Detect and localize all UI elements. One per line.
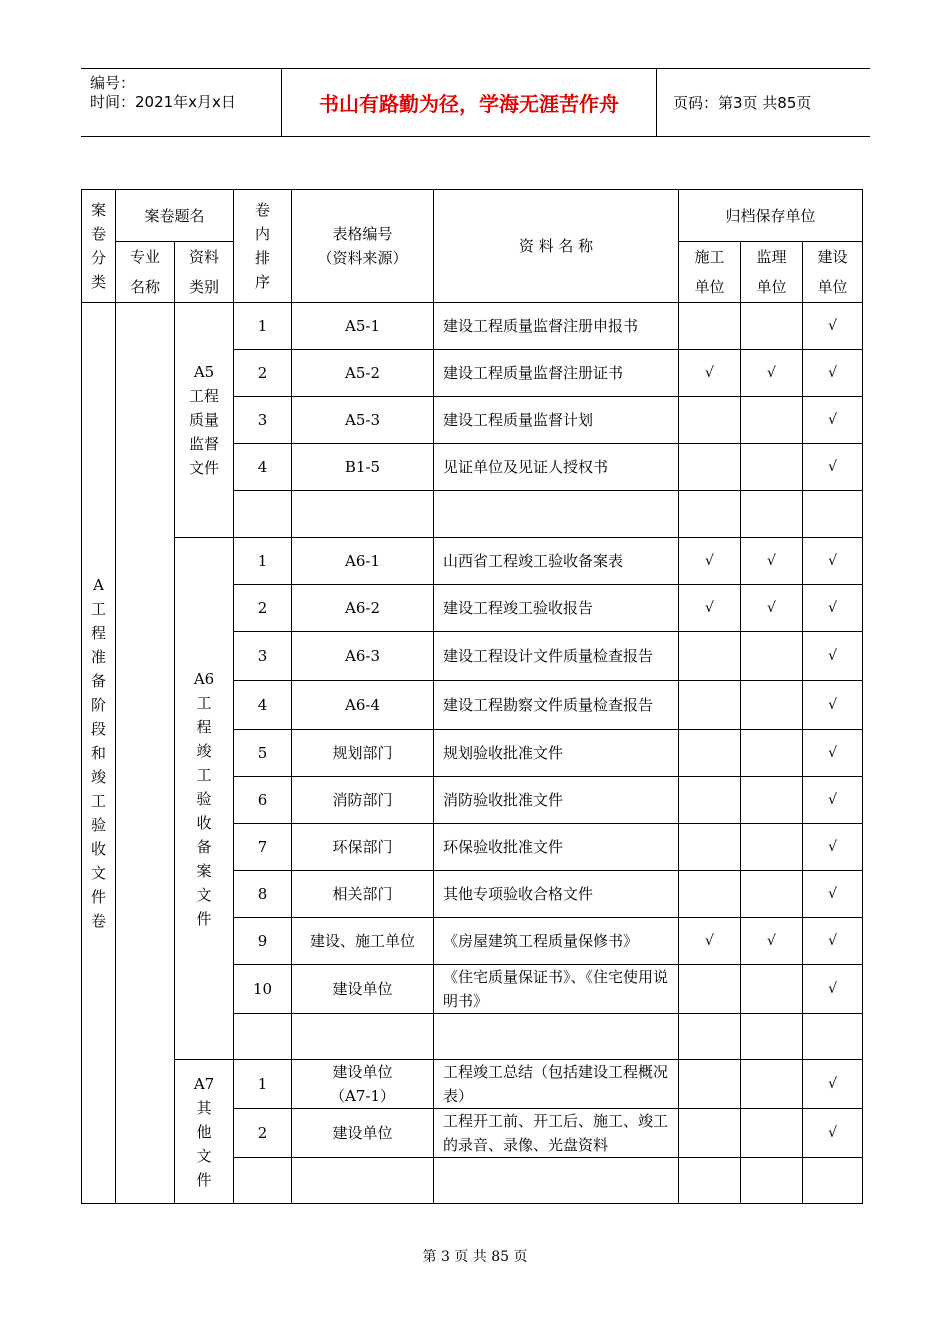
header-supervision: 监理 单位 <box>741 242 803 303</box>
owner-check-cell: √ <box>803 730 863 777</box>
owner-check-cell: √ <box>803 303 863 350</box>
owner-check-cell: √ <box>803 585 863 632</box>
construction-check-cell <box>679 632 741 681</box>
supervision-check-cell <box>741 1014 803 1060</box>
form-no-cell: A6-4 <box>292 681 434 730</box>
construction-check-cell: √ <box>679 538 741 585</box>
form-no-cell: 环保部门 <box>292 824 434 871</box>
doc-name-cell: 建设工程质量监督计划 <box>434 397 679 444</box>
specialty-cell <box>116 303 175 1204</box>
doc-name-cell <box>434 1014 679 1060</box>
owner-check-cell: √ <box>803 824 863 871</box>
order-cell: 2 <box>234 585 292 632</box>
table-row <box>82 538 863 585</box>
header-doc-name: 资 料 名 称 <box>434 190 679 303</box>
construction-check-cell: √ <box>679 585 741 632</box>
supervision-check-cell <box>741 632 803 681</box>
supervision-check-cell <box>741 777 803 824</box>
order-cell: 9 <box>234 918 292 965</box>
form-no-cell: 建设单位 <box>292 1109 434 1158</box>
construction-check-cell <box>679 681 741 730</box>
construction-check-cell <box>679 824 741 871</box>
owner-check-cell: √ <box>803 918 863 965</box>
doc-name-cell: 工程竣工总结（包括建设工程概况表） <box>434 1060 679 1109</box>
form-no-cell: 建设单位 （A7-1） <box>292 1060 434 1109</box>
owner-check-cell: √ <box>803 1109 863 1158</box>
order-cell: 8 <box>234 871 292 918</box>
owner-check-cell: √ <box>803 444 863 491</box>
doc-name-cell: 其他专项验收合格文件 <box>434 871 679 918</box>
form-no-cell: A5-3 <box>292 397 434 444</box>
order-cell: 6 <box>234 777 292 824</box>
supervision-check-cell: √ <box>741 585 803 632</box>
order-cell: 4 <box>234 681 292 730</box>
construction-check-cell <box>679 303 741 350</box>
owner-check-cell: √ <box>803 350 863 397</box>
doc-name-cell: 山西省工程竣工验收备案表 <box>434 538 679 585</box>
form-no-cell: 消防部门 <box>292 777 434 824</box>
owner-check-cell: √ <box>803 871 863 918</box>
construction-check-cell <box>679 965 741 1014</box>
construction-check-cell: √ <box>679 918 741 965</box>
supervision-check-cell <box>741 681 803 730</box>
doc-name-cell <box>434 1158 679 1204</box>
category-cell: A 工 程 准 备 阶 段 和 竣 工 验 收 文 件 卷 <box>82 303 116 1204</box>
doc-name-cell: 建设工程质量监督注册证书 <box>434 350 679 397</box>
header-owner: 建设 单位 <box>803 242 863 303</box>
supervision-check-cell <box>741 965 803 1014</box>
doc-name-cell: 见证单位及见证人授权书 <box>434 444 679 491</box>
construction-check-cell <box>679 1158 741 1204</box>
form-no-cell: 规划部门 <box>292 730 434 777</box>
doc-name-cell: 建设工程勘察文件质量检查报告 <box>434 681 679 730</box>
supervision-check-cell <box>741 1060 803 1109</box>
supervision-check-cell <box>741 730 803 777</box>
doc-name-cell: 环保验收批准文件 <box>434 824 679 871</box>
number-label: 编号： <box>90 74 136 92</box>
order-cell: 1 <box>234 303 292 350</box>
page-header <box>81 68 870 137</box>
doc-name-cell: 《住宅质量保证书》、《住宅使用说明书》 <box>434 965 679 1014</box>
supervision-check-cell <box>741 397 803 444</box>
construction-check-cell <box>679 777 741 824</box>
doc-type-cell: A5 工程 质量 监督 文件 <box>175 303 234 538</box>
doc-name-cell: 建设工程竣工验收报告 <box>434 585 679 632</box>
order-cell: 1 <box>234 1060 292 1109</box>
order-cell <box>234 1014 292 1060</box>
doc-name-cell: 《房屋建筑工程质量保修书》 <box>434 918 679 965</box>
order-cell: 5 <box>234 730 292 777</box>
header-page-label <box>664 69 870 136</box>
header-title-group: 案卷题名 <box>116 190 234 242</box>
page-label: 页码：第3页 共85页 <box>673 94 812 112</box>
doc-name-cell: 规划验收批准文件 <box>434 730 679 777</box>
doc-name-cell <box>434 491 679 538</box>
form-no-cell: A6-1 <box>292 538 434 585</box>
order-cell: 3 <box>234 397 292 444</box>
construction-check-cell <box>679 444 741 491</box>
supervision-check-cell: √ <box>741 918 803 965</box>
construction-check-cell: √ <box>679 350 741 397</box>
supervision-check-cell <box>741 491 803 538</box>
table-row <box>82 1060 863 1109</box>
owner-check-cell: √ <box>803 965 863 1014</box>
order-cell <box>234 491 292 538</box>
form-no-cell: A5-1 <box>292 303 434 350</box>
construction-check-cell <box>679 730 741 777</box>
supervision-check-cell <box>741 871 803 918</box>
archive-table <box>81 189 863 1204</box>
construction-check-cell <box>679 1109 741 1158</box>
owner-check-cell: √ <box>803 1060 863 1109</box>
order-cell: 1 <box>234 538 292 585</box>
header-category: 案 卷 分 类 <box>82 190 116 303</box>
order-cell: 10 <box>234 965 292 1014</box>
supervision-check-cell <box>741 824 803 871</box>
construction-check-cell <box>679 1014 741 1060</box>
table-row <box>82 303 863 350</box>
form-no-cell <box>292 1158 434 1204</box>
construction-check-cell <box>679 871 741 918</box>
owner-check-cell: √ <box>803 777 863 824</box>
form-no-cell: 建设单位 <box>292 965 434 1014</box>
owner-check-cell: √ <box>803 538 863 585</box>
order-cell: 3 <box>234 632 292 681</box>
header-motto: 书山有路勤为径，学海无涯苦作舟 <box>281 69 657 136</box>
order-cell <box>234 1158 292 1204</box>
form-no-cell: B1-5 <box>292 444 434 491</box>
order-cell: 7 <box>234 824 292 871</box>
page-footer: 第 3 页 共 85 页 <box>422 1249 528 1265</box>
doc-type-cell: A6 工 程 竣 工 验 收 备 案 文 件 <box>175 538 234 1060</box>
order-cell: 4 <box>234 444 292 491</box>
supervision-check-cell: √ <box>741 350 803 397</box>
owner-check-cell: √ <box>803 632 863 681</box>
doc-name-cell: 消防验收批准文件 <box>434 777 679 824</box>
order-cell: 2 <box>234 350 292 397</box>
header-order: 卷 内 排 序 <box>234 190 292 303</box>
doc-name-cell: 建设工程设计文件质量检查报告 <box>434 632 679 681</box>
doc-name-cell: 建设工程质量监督注册申报书 <box>434 303 679 350</box>
owner-check-cell: √ <box>803 681 863 730</box>
form-no-cell: A6-3 <box>292 632 434 681</box>
header-doc-type: 资料 类别 <box>175 242 234 303</box>
doc-name-cell: 工程开工前、开工后、施工、竣工的录音、录像、光盘资料 <box>434 1109 679 1158</box>
supervision-check-cell <box>741 1158 803 1204</box>
form-no-cell: 建设、施工单位 <box>292 918 434 965</box>
header-form-no: 表格编号 （资料来源） <box>292 190 434 303</box>
header-specialty: 专业 名称 <box>116 242 175 303</box>
owner-check-cell <box>803 491 863 538</box>
header-construction: 施工 单位 <box>679 242 741 303</box>
header-meta <box>81 69 281 136</box>
form-no-cell: 相关部门 <box>292 871 434 918</box>
owner-check-cell <box>803 1014 863 1060</box>
supervision-check-cell: √ <box>741 538 803 585</box>
form-no-cell: A6-2 <box>292 585 434 632</box>
supervision-check-cell <box>741 303 803 350</box>
construction-check-cell <box>679 1060 741 1109</box>
owner-check-cell <box>803 1158 863 1204</box>
construction-check-cell <box>679 397 741 444</box>
form-no-cell <box>292 491 434 538</box>
supervision-check-cell <box>741 1109 803 1158</box>
construction-check-cell <box>679 491 741 538</box>
time-label: 时间：2021年x月x日 <box>90 93 236 111</box>
order-cell: 2 <box>234 1109 292 1158</box>
form-no-cell: A5-2 <box>292 350 434 397</box>
doc-type-cell: A7 其 他 文 件 <box>175 1060 234 1204</box>
owner-check-cell: √ <box>803 397 863 444</box>
form-no-cell <box>292 1014 434 1060</box>
header-archive-group: 归档保存单位 <box>679 190 863 242</box>
supervision-check-cell <box>741 444 803 491</box>
